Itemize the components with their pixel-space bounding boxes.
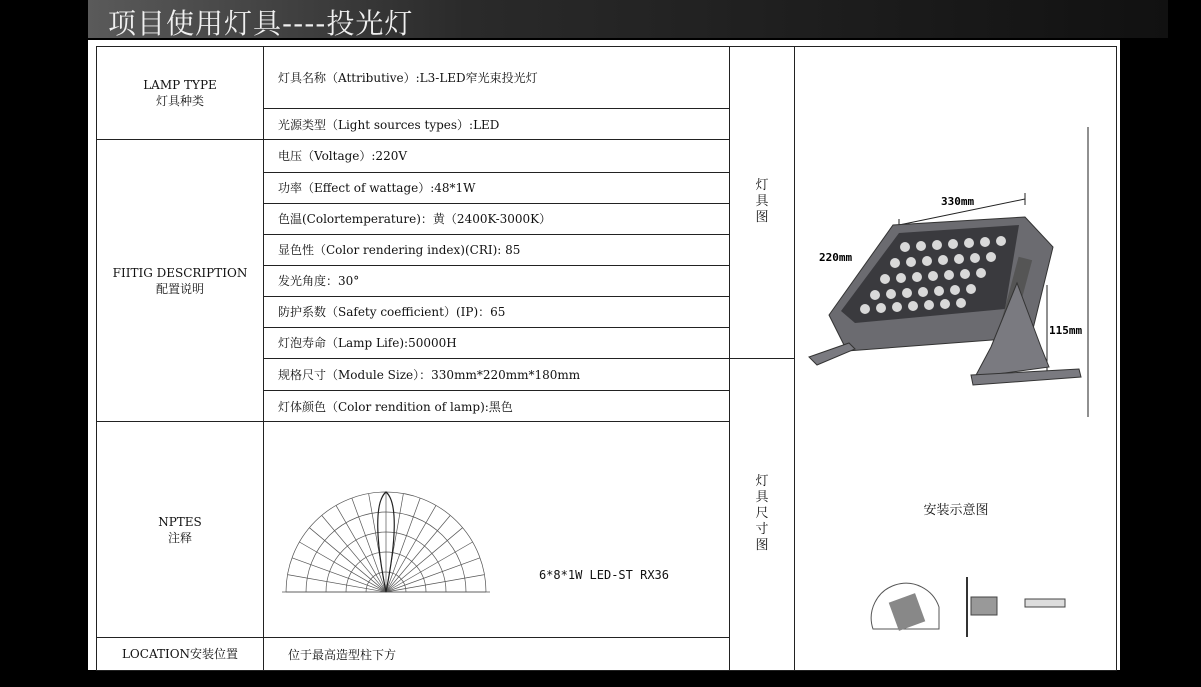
spec-name: 灯具名称（Attributive）:L3-LED窄光束投光灯 xyxy=(264,47,730,109)
spec-sheet xyxy=(88,40,1120,670)
lamp-size-label: 灯具尺寸图 xyxy=(730,358,795,671)
location-value: 位于最高造型柱下方 xyxy=(264,638,730,671)
dim-depth: 220mm xyxy=(819,251,853,264)
polar-cell xyxy=(264,422,730,638)
spec-size: 规格尺寸（Module Size）：330mm*220mm*180mm xyxy=(264,358,730,391)
spec-table xyxy=(96,46,1117,671)
location-label: LOCATION安装位置 xyxy=(97,638,264,671)
spec-power: 功率（Effect of wattage）:48*1W xyxy=(264,172,730,203)
spec-source: 光源类型（Light sources types）:LED xyxy=(264,109,730,140)
dim-height: 115mm xyxy=(1049,324,1083,337)
lamp-drawing xyxy=(795,47,1117,667)
title-bar xyxy=(88,0,1168,38)
notes-label: NPTES 注释 xyxy=(97,422,264,638)
polar-caption: 6*8*1W LED-ST RX36 xyxy=(538,568,669,582)
lamp-image-panel xyxy=(795,47,1117,671)
spec-life: 灯泡寿命（Lamp Life):50000H xyxy=(264,327,730,358)
spec-ip: 防护系数（Safety coefficient）(IP)：65 xyxy=(264,296,730,327)
lamp-image-label: 灯具图 xyxy=(730,47,795,359)
spec-cri: 显色性（Color rendering index)(CRI): 85 xyxy=(264,234,730,265)
spec-color-temp: 色温(Colortemperature)：黄（2400K-3000K） xyxy=(264,203,730,234)
spec-voltage: 电压（Voltage）:220V xyxy=(264,140,730,173)
config-label: FIITIG DESCRIPTION 配置说明 xyxy=(97,140,264,422)
page-title: 项目使用灯具----投光灯 xyxy=(108,7,414,40)
dim-width: 330mm xyxy=(941,195,975,208)
spec-body-color: 灯体颜色（Color rendition of lamp):黑色 xyxy=(264,391,730,422)
polar-diagram xyxy=(264,422,730,638)
lamp-type-label: LAMP TYPE 灯具种类 xyxy=(97,47,264,140)
install-caption: 安装示意图 xyxy=(923,503,989,518)
spec-angle: 发光角度：30° xyxy=(264,265,730,296)
